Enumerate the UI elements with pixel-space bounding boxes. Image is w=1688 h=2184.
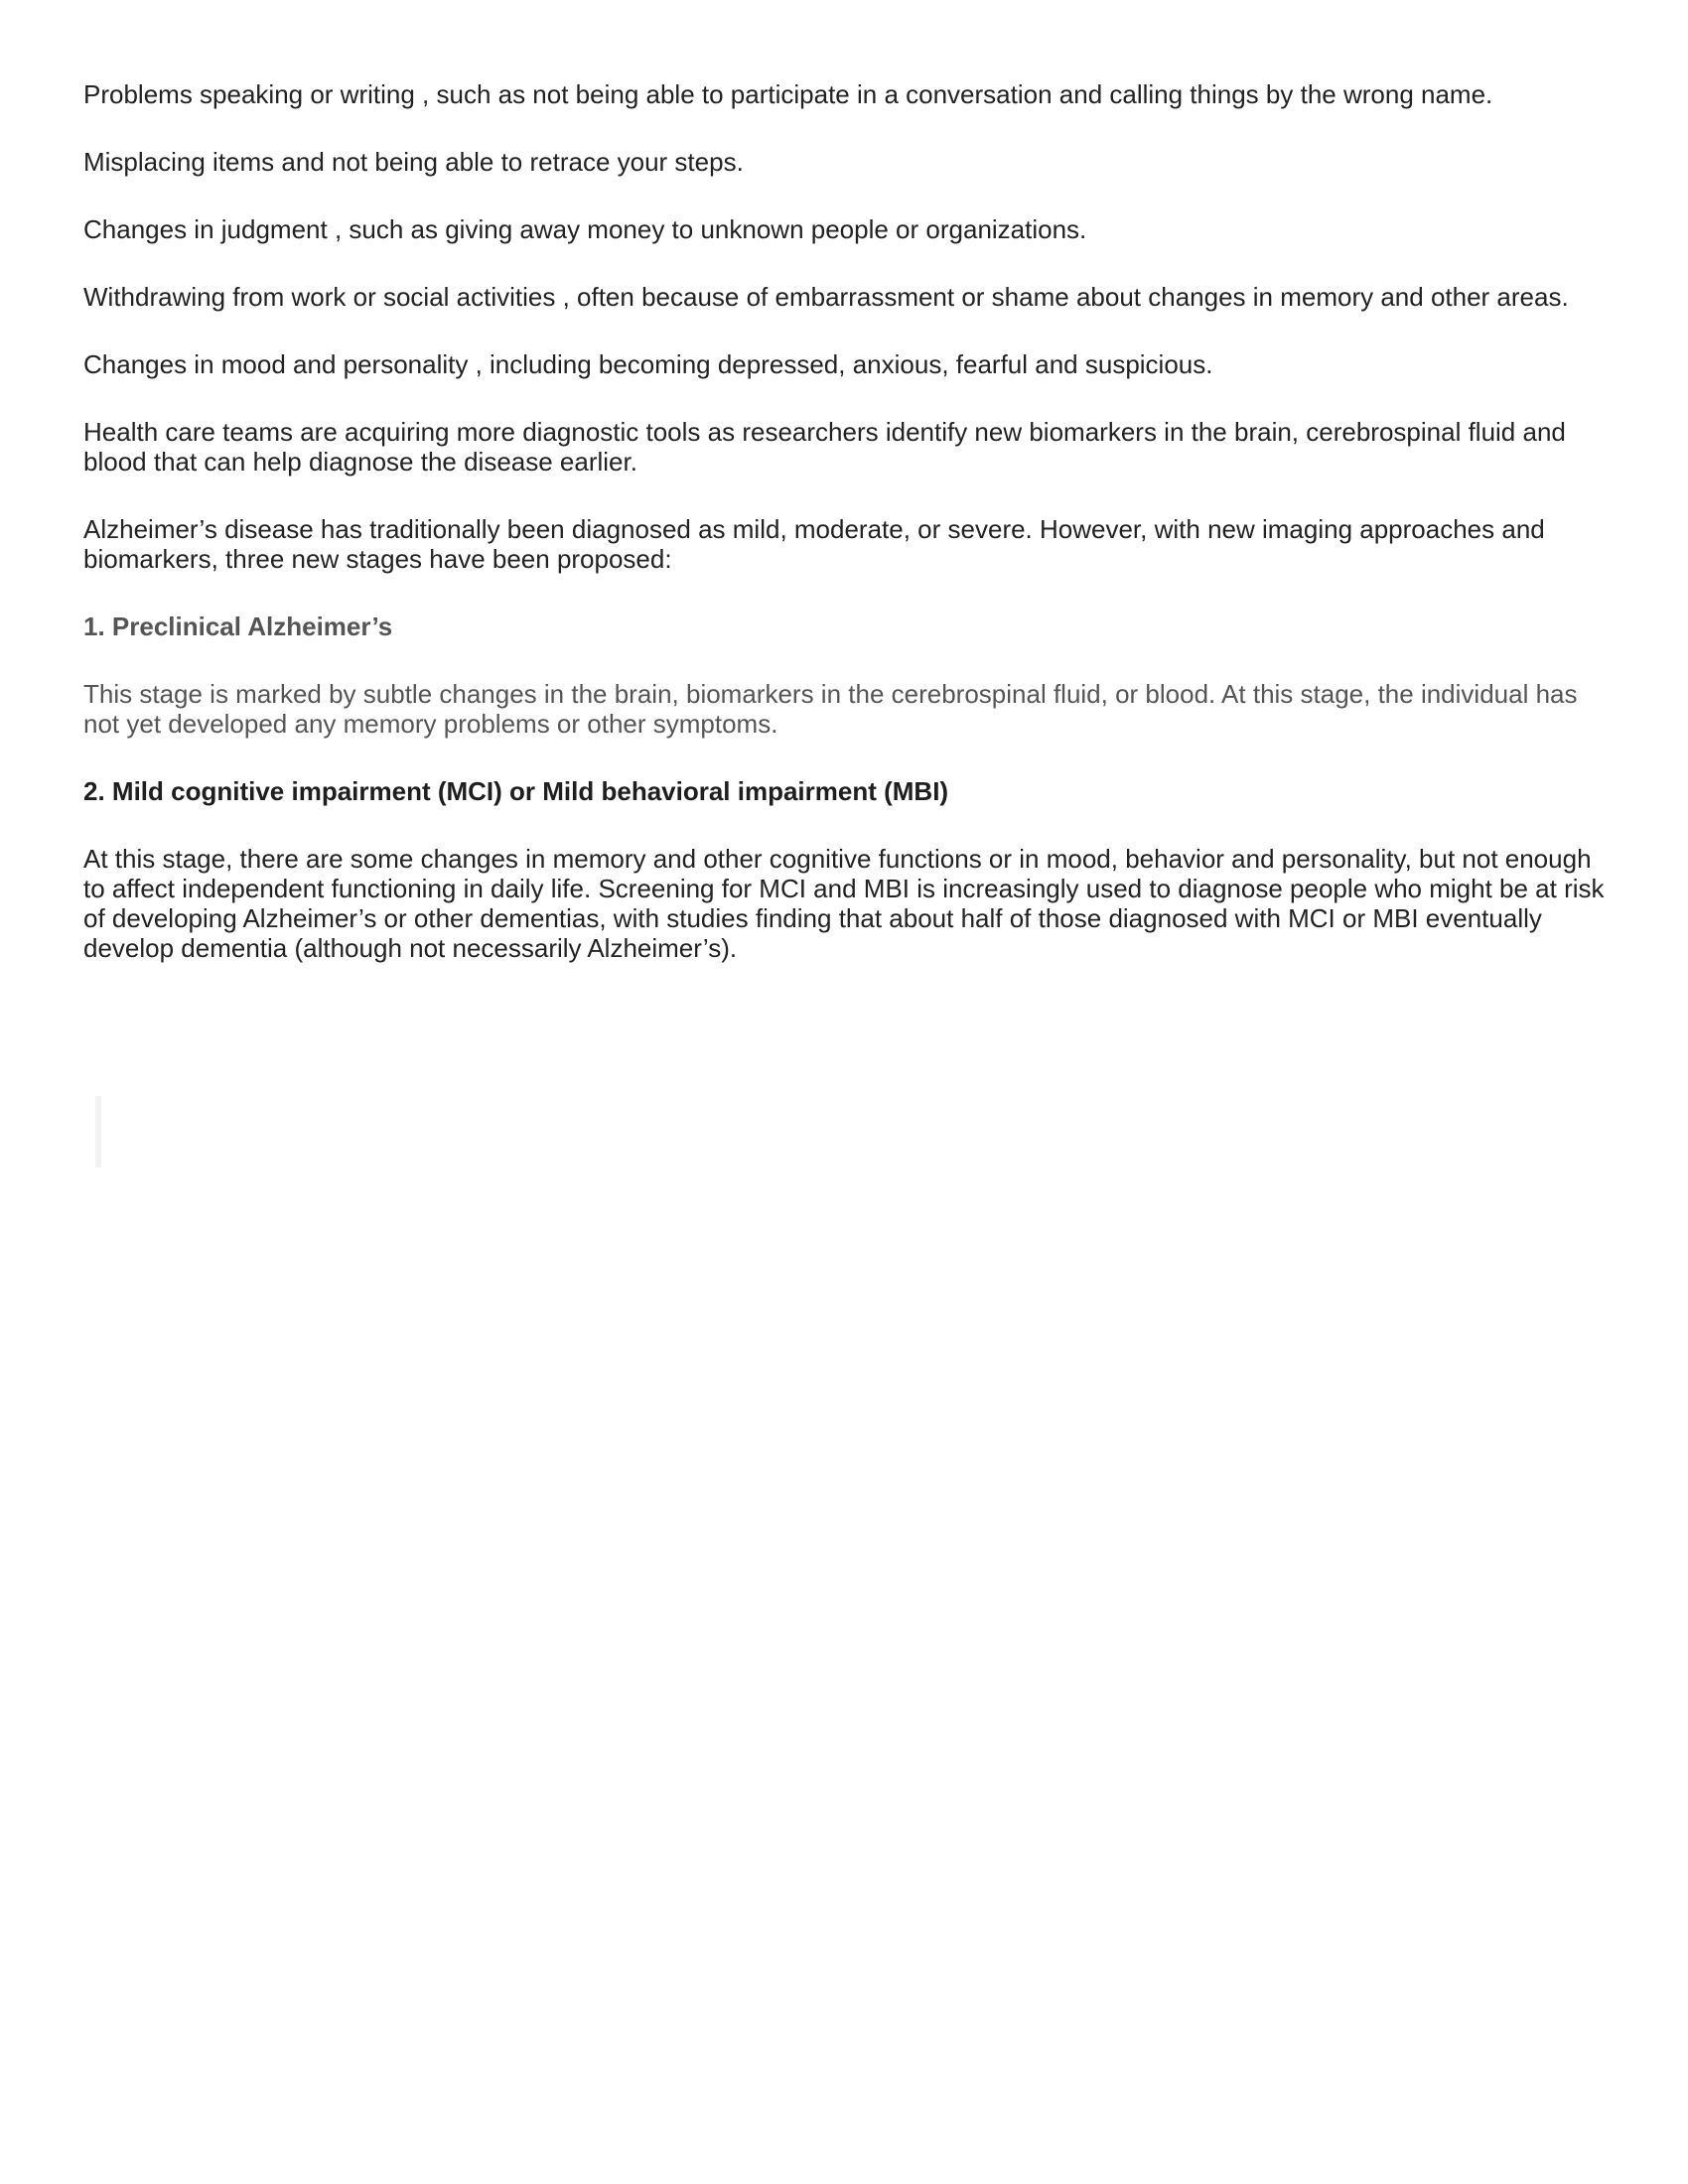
margin-mark	[95, 1096, 101, 1167]
stage-2-heading: 2. Mild cognitive impairment (MCI) or Mild behavioral impairment (MBI)	[83, 776, 949, 806]
symptom-speaking-writing: Problems speaking or writing , such as not being able to participate in a conversation and calling things by the wrong name.	[83, 79, 1493, 109]
stage-2-body: At this stage, there are some changes in memory and other cognitive functions or in mood, behavior and personality, but not enough to affect independent functioning in daily life. Screening for MCI and MBI is increasingly used to diagnose people who might be at risk of developing Alzheimer’s or other dementias, with studies finding that about half of those diagnosed with MCI or MBI eventually develop dementia (although not necessarily Alzheimer’s).	[83, 844, 1605, 963]
stages-intro-paragraph: Alzheimer’s disease has traditionally been diagnosed as mild, moderate, or severe. However, with new imaging approaches and biomarkers, three new stages have been proposed:	[83, 514, 1545, 574]
document-page	[83, 79, 1613, 1001]
stage-1-heading: 1. Preclinical Alzheimer’s	[83, 612, 393, 641]
diagnostic-tools-paragraph: Health care teams are acquiring more diagnostic tools as researchers identify new biomarkers in the brain, cerebrospinal fluid and blood that can help diagnose the disease earlier.	[83, 417, 1566, 477]
symptom-withdrawing: Withdrawing from work or social activities , often because of embarrassment or shame about changes in memory and other areas.	[83, 282, 1569, 312]
symptom-mood-personality: Changes in mood and personality , including becoming depressed, anxious, fearful and suspicious.	[83, 349, 1213, 379]
symptom-misplacing-items: Misplacing items and not being able to retrace your steps.	[83, 147, 744, 177]
symptom-judgment: Changes in judgment , such as giving away money to unknown people or organizations.	[83, 214, 1087, 244]
stage-1-body: This stage is marked by subtle changes in the brain, biomarkers in the cerebrospinal fluid, or blood. At this stage, the individual has not yet developed any memory problems or other symptoms.	[83, 679, 1578, 739]
